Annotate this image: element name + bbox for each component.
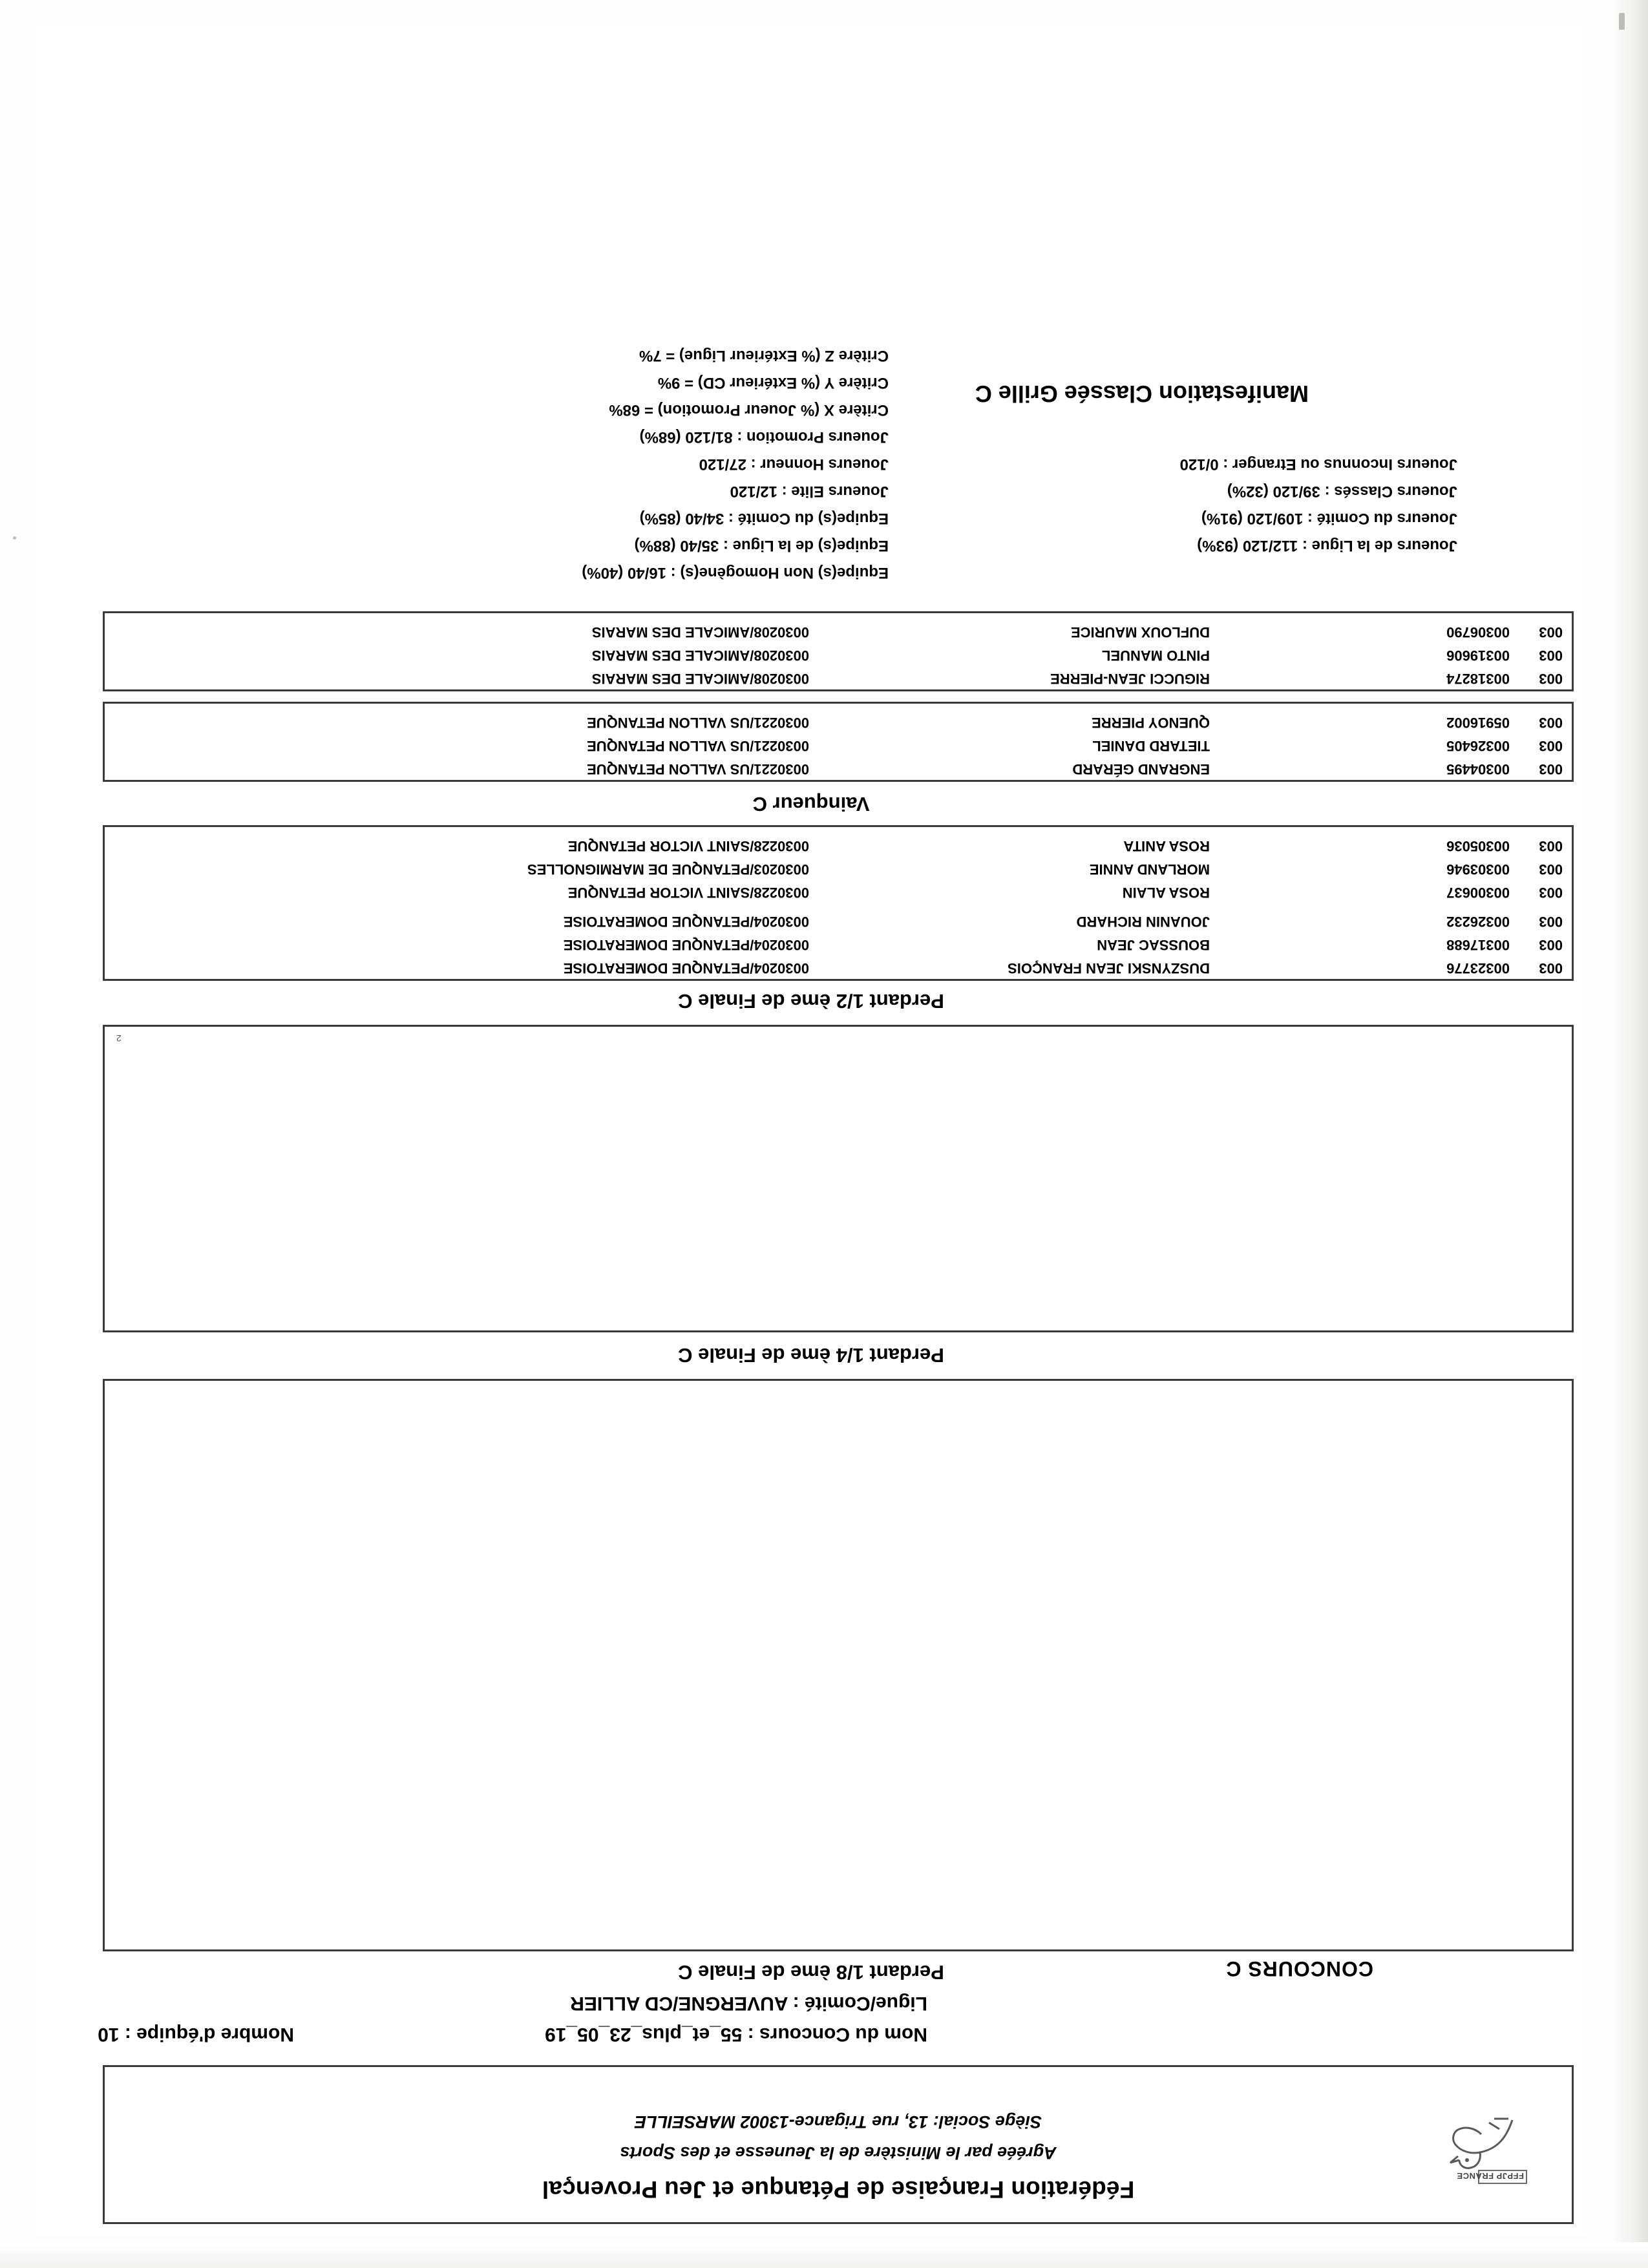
row-player-name: PINTO MANUEL xyxy=(1101,647,1210,664)
row-club: 0030204/PETANQUE DOMERATOISE xyxy=(563,914,809,930)
stat-equipes-comite: Equipe(s) du Comité : 34/40 (85%) xyxy=(639,510,889,527)
row-player-name: ROSA ANITA xyxy=(1123,838,1210,854)
table-row xyxy=(105,879,1572,901)
stat-critere-y: Critère Y (% Extérieur CD) = 9% xyxy=(657,374,889,392)
table-row xyxy=(105,709,1572,731)
row-club: 0030221/US VALLON PETANQUE xyxy=(587,761,809,777)
ligue-comite-value: AUVERGNE/CD ALLIER xyxy=(570,1993,788,2014)
nombre-equipe-label: Nombre d'équipe : xyxy=(119,2024,294,2045)
row-licence-number: 00319606 xyxy=(1446,647,1510,664)
ligue-comite xyxy=(570,1992,927,2014)
row-club: 0030208/AMICALE DES MARAIS xyxy=(591,671,809,687)
concours-label: CONCOURS C xyxy=(1225,1957,1373,1980)
row-licence-number: 00303946 xyxy=(1446,861,1510,877)
scan-speck xyxy=(13,536,16,540)
stat-joueurs-honneur: Joueurs Honneur : 27/120 xyxy=(699,456,889,473)
stat-critere-z: Critère Z (% Extérieur Ligue) = 7% xyxy=(639,347,889,364)
row-lic: 003 xyxy=(1539,715,1563,731)
row-player-name: DUFLOUX MAURICE xyxy=(1070,624,1210,640)
table-row xyxy=(105,931,1572,953)
row-club: 0030228/SAINT VICTOR PETANQUE xyxy=(567,838,809,854)
section-perdant-14 xyxy=(103,1025,1574,1332)
row-licence-number: 00317688 xyxy=(1446,937,1510,953)
federation-header xyxy=(103,2065,1574,2224)
stat-joueurs-ligue: Joueurs de la Ligue : 112/120 (93%) xyxy=(1197,537,1457,554)
table-row xyxy=(105,755,1572,777)
section-title-vainqueur: Vainqueur C xyxy=(752,793,870,815)
row-lic: 003 xyxy=(1539,937,1563,953)
row-club: 0030204/PETANQUE DOMERATOISE xyxy=(563,937,809,953)
scan-speck xyxy=(1619,13,1625,30)
federation-title: Fédération Française de Pétanque et Jeu Provençal xyxy=(542,2176,1135,2203)
row-licence-number: 00326405 xyxy=(1446,738,1510,754)
row-lic: 003 xyxy=(1539,960,1563,976)
stat-joueurs-comite: Joueurs du Comité : 109/120 (91%) xyxy=(1201,510,1457,527)
row-player-name: RIGUCCI JEAN-PIERRE xyxy=(1050,671,1210,687)
table-row xyxy=(105,642,1572,664)
row-lic: 003 xyxy=(1539,861,1563,877)
nombre-equipe xyxy=(98,2023,294,2045)
federation-approval: Agréée par le Ministère de la Jeunesse et des Sports xyxy=(620,2143,1057,2163)
row-club: 0030203/PETANQUE DE MARMIGNOLLES xyxy=(527,861,809,877)
row-player-name: BOUSSAC JEAN xyxy=(1097,937,1210,953)
table-row xyxy=(105,665,1572,687)
page-edge-right xyxy=(1609,0,1648,2268)
nom-concours-label: Nom du Concours : xyxy=(742,2024,927,2045)
row-player-name: JOUANIN RICHARD xyxy=(1076,914,1210,930)
section-perdant-12 xyxy=(103,901,1574,981)
row-club: 0030208/AMICALE DES MARAIS xyxy=(591,647,809,664)
row-player-name: DUSZYNSKI JEAN FRANÇOIS xyxy=(1008,960,1210,976)
row-club: 0030221/US VALLON PETANQUE xyxy=(587,738,809,754)
row-licence-number: 00304495 xyxy=(1446,761,1510,777)
row-licence-number: 00323776 xyxy=(1446,960,1510,976)
row-lic: 003 xyxy=(1539,885,1563,901)
page-number: 2 xyxy=(116,1033,121,1044)
row-licence-number: 05916002 xyxy=(1446,715,1510,731)
nom-concours-value: 55_et_plus_23_05_19 xyxy=(545,2024,743,2045)
document-sheet xyxy=(36,26,1587,2236)
table-row xyxy=(105,954,1572,976)
nom-concours xyxy=(545,2023,927,2045)
stat-critere-x: Critère X (% Joueur Promotion) = 68% xyxy=(609,401,889,419)
logo-label: FFPJP FRANCE xyxy=(1457,2171,1524,2181)
row-lic: 003 xyxy=(1539,738,1563,754)
manifestation-title: Manifestation Classée Grille C xyxy=(975,381,1309,407)
row-player-name: ENGRAND GÉRARD xyxy=(1072,761,1210,777)
federation-address: Siège Social: 13, rue Trigance-13002 MARSEILLE xyxy=(635,2112,1042,2132)
section-title-perdant-12: Perdant 1/2 ème de Finale C xyxy=(678,990,944,1013)
row-lic: 003 xyxy=(1539,671,1563,687)
row-licence-number: 00305036 xyxy=(1446,838,1510,854)
table-row xyxy=(105,832,1572,854)
row-lic: 003 xyxy=(1539,914,1563,930)
row-player-name: TIETARD DANIEL xyxy=(1092,738,1210,754)
row-club: 0030228/SAINT VICTOR PETANQUE xyxy=(567,885,809,901)
stat-joueurs-classes: Joueurs Classés : 39/120 (32%) xyxy=(1227,483,1457,500)
row-club: 0030221/US VALLON PETANQUE xyxy=(587,715,809,731)
row-lic: 003 xyxy=(1539,761,1563,777)
row-licence-number: 00318274 xyxy=(1446,671,1510,687)
row-club: 0030204/PETANQUE DOMERATOISE xyxy=(563,960,809,976)
table-row xyxy=(105,618,1572,640)
section-title-perdant-14: Perdant 1/4 ème de Finale C xyxy=(678,1344,944,1367)
table-row xyxy=(105,856,1572,877)
stat-joueurs-promotion: Joueurs Promotion : 81/120 (68%) xyxy=(639,428,889,446)
stat-joueurs-elite: Joueurs Elite : 12/120 xyxy=(730,483,889,500)
row-player-name: QUENOY PIERRE xyxy=(1092,715,1210,731)
table-row xyxy=(105,908,1572,930)
ligue-comite-label: Ligue/Comité : xyxy=(788,1993,927,2014)
stat-equipes-non-homogenes: Equipe(s) Non Homogène(s) : 16/40 (40%) xyxy=(582,564,889,582)
section-vainqueur xyxy=(103,702,1574,782)
row-licence-number: 00300637 xyxy=(1446,885,1510,901)
page-edge-bottom xyxy=(0,2242,1648,2268)
row-club: 0030208/AMICALE DES MARAIS xyxy=(591,624,809,640)
nombre-equipe-value: 10 xyxy=(98,2024,120,2045)
row-player-name: MORLAND ANNIE xyxy=(1089,861,1210,877)
section-perdant-18 xyxy=(103,1379,1574,1951)
section-title-perdant-18: Perdant 1/8 ème de Finale C xyxy=(678,1961,944,1984)
row-lic: 003 xyxy=(1539,624,1563,640)
table-row xyxy=(105,732,1572,754)
stat-equipes-ligue: Equipe(s) de la Ligue : 35/40 (88%) xyxy=(634,537,889,554)
row-licence-number: 00326232 xyxy=(1446,914,1510,930)
row-lic: 003 xyxy=(1539,647,1563,664)
row-lic: 003 xyxy=(1539,838,1563,854)
stat-joueurs-inconnus: Joueurs Inconnus ou Etranger : 0/120 xyxy=(1179,456,1457,473)
section-vainqueur-roster xyxy=(103,611,1574,691)
row-player-name: ROSA ALAIN xyxy=(1122,885,1210,901)
section-finaliste xyxy=(103,825,1574,903)
row-licence-number: 00306790 xyxy=(1446,624,1510,640)
